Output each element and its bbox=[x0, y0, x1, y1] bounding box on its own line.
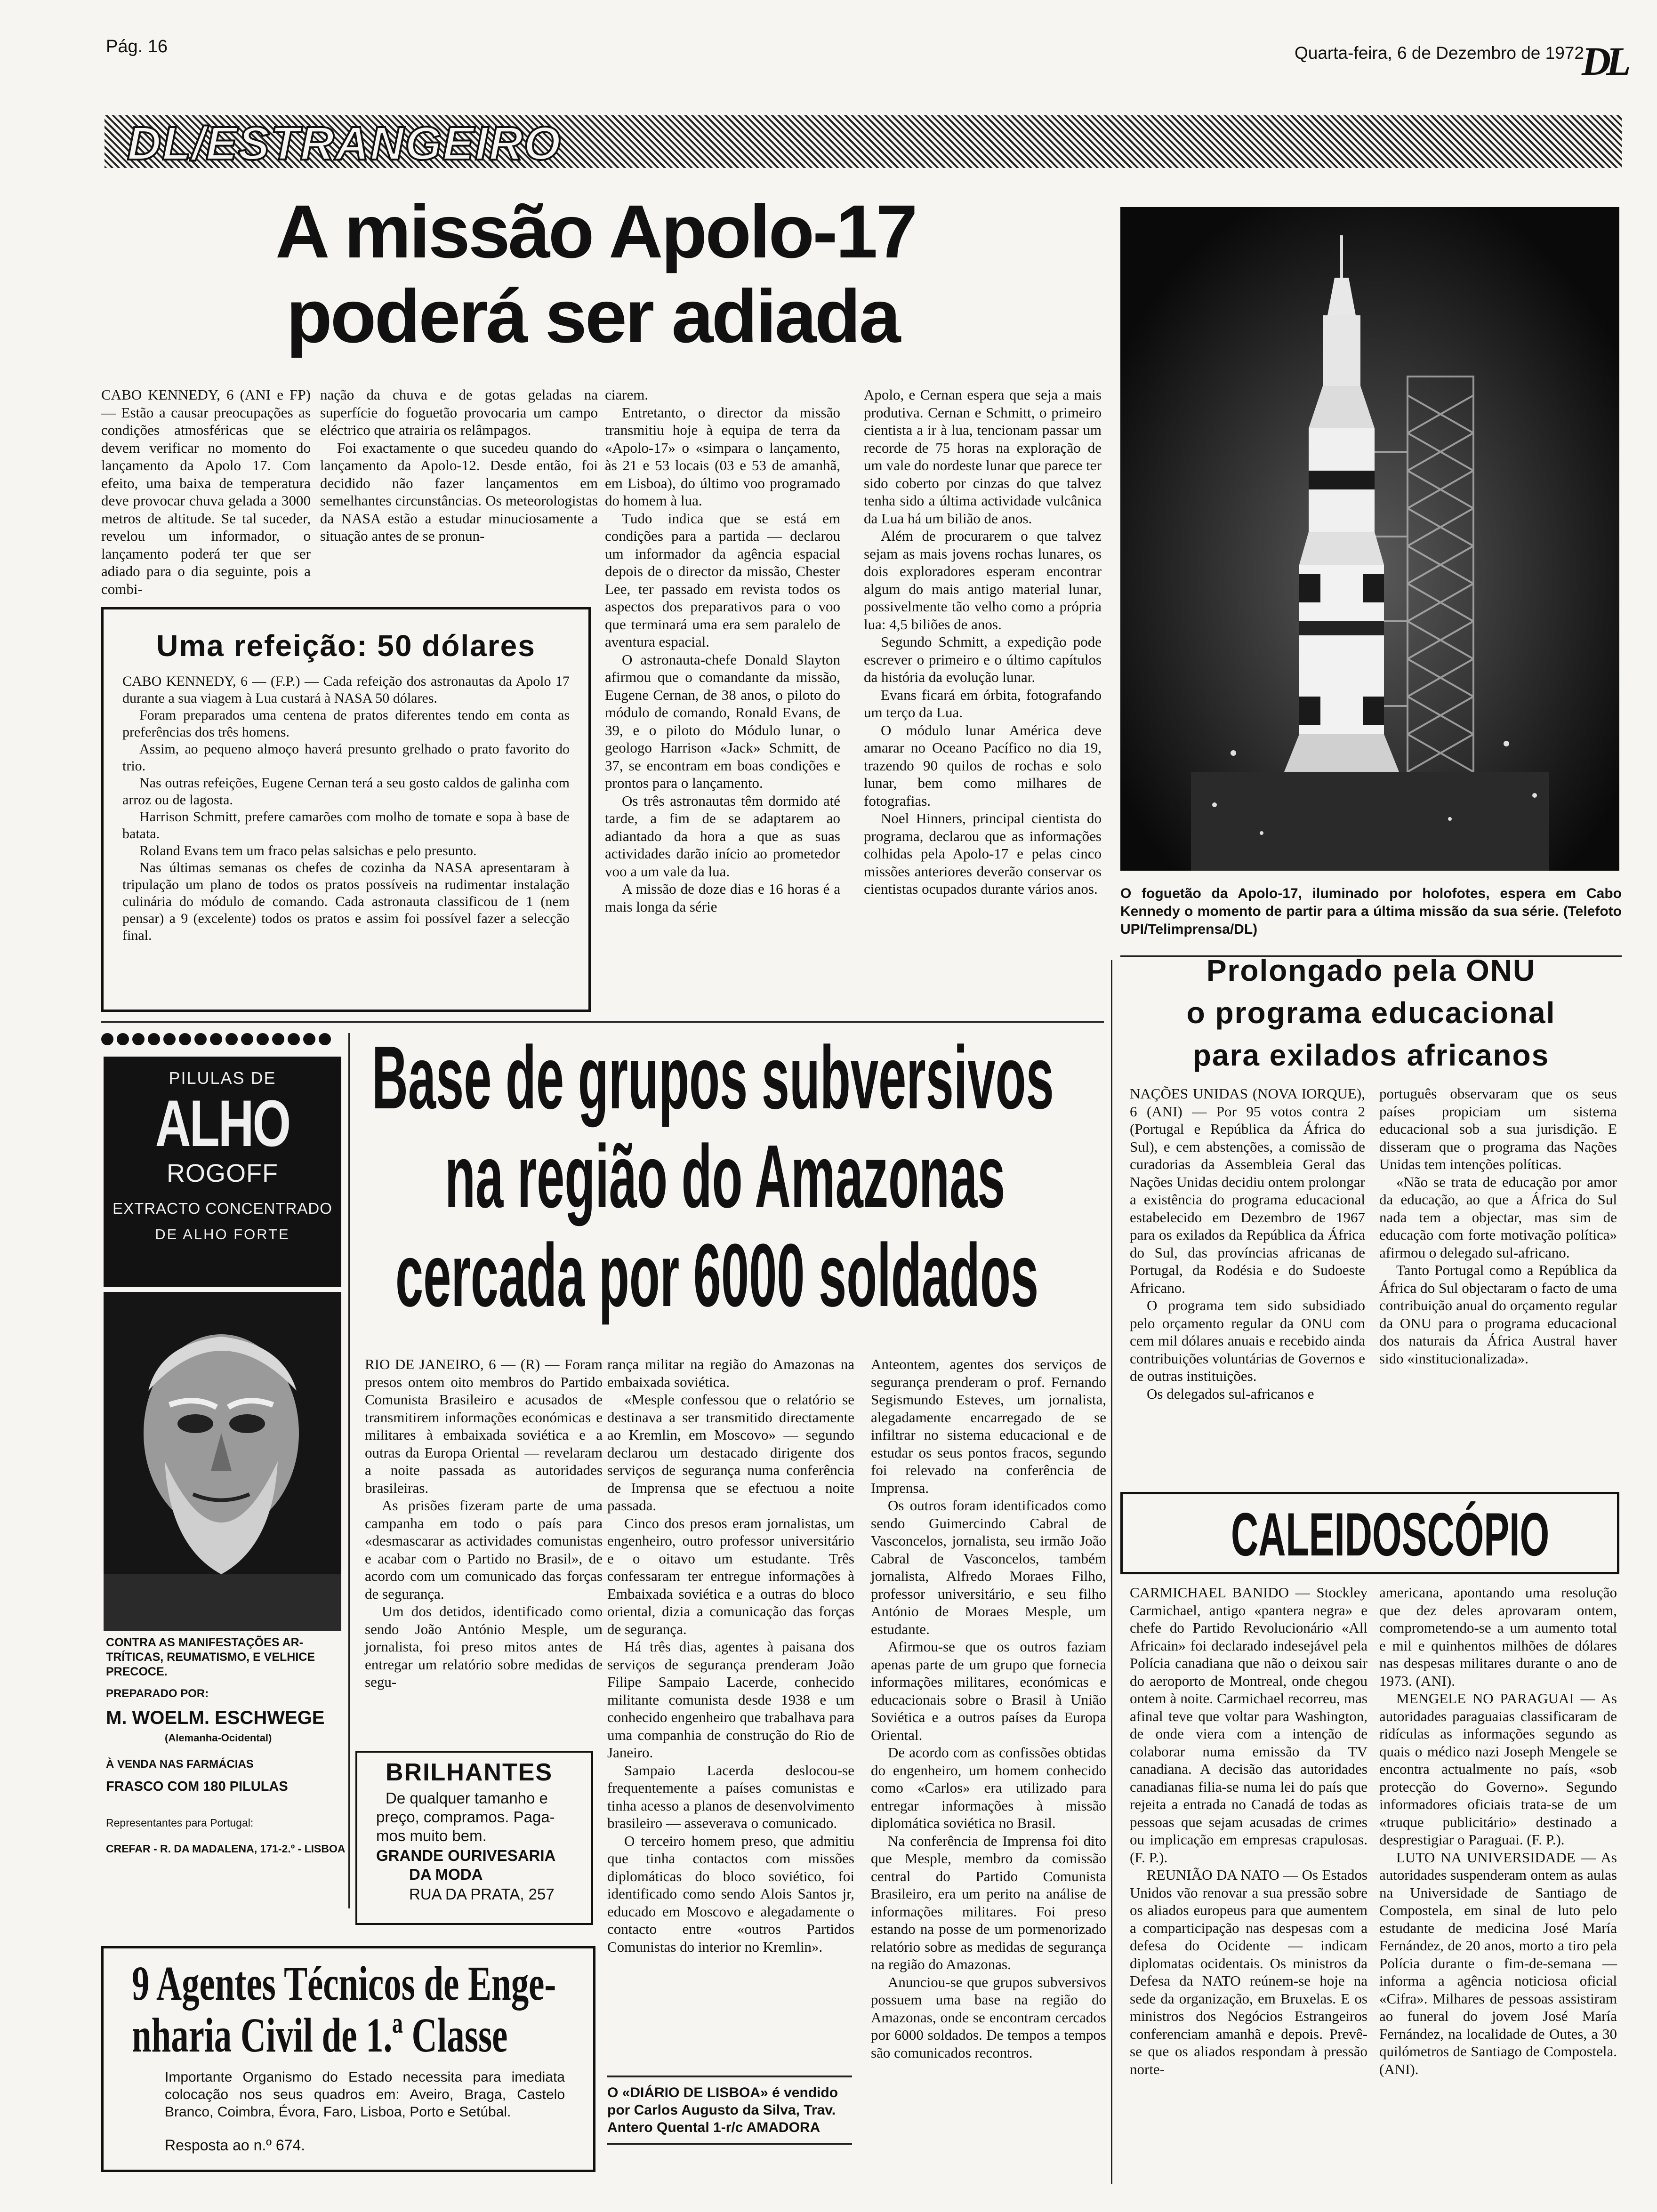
alho-text2: PREPARADO POR: bbox=[106, 1687, 209, 1700]
article-paragraph: ciarem. bbox=[605, 386, 649, 403]
article-paragraph: Cinco dos presos eram jornalistas, um engenheiro, outro professor universitário e o oitavo um estudante. Três confessaram ter entregue informações à Embaixada soviética e a outras do bloco oriental, dizia a comunicação das forças de segurança. bbox=[607, 1515, 854, 1637]
agentes-text: Importante Organismo do Estado necessita para imediata colocação nos seus quadros em: Aveiro, Braga, Castelo Branco, Coimbra, Évora, Faro, Lisboa, Porto e Setúbal. bbox=[165, 2069, 565, 2120]
photo-caption: O foguetão da Apolo-17, iluminado por holofotes, espera em Cabo Kennedy o momento de partir para a última missão da sua série. (Telefoto UPI/Telimprensa/DL) bbox=[1120, 886, 1622, 937]
onu-headline-line2: o programa educacional bbox=[1186, 996, 1556, 1030]
page-date: Quarta-feira, 6 de Dezembro de 1972 bbox=[1295, 43, 1584, 63]
brief-paragraph: LUTO NA UNIVERSIDADE — As autoridades suspenderam ontem as aulas na Universidade de Santiago de Compostela, em sinal de luto pelo estudante de medicina José María Fernández, de 20 anos, morto a tiro pela Polícia durante o fim-de-semana — informa a agência noticiosa oficial «Cifra». Milhares de pessoas assistiram ao funeral do jovem José María Fernández, na localidade de Outes, a 30 quilómetros de Santiago de Compostela. (ANI). bbox=[1379, 1849, 1617, 2077]
alho-text8: CREFAR - R. DA MADALENA, 171-2.º - LISBOA bbox=[106, 1843, 346, 1855]
article-paragraph: NAÇÕES UNIDAS (NOVA IORQUE), 6 (ANI) — Por 95 votos contra 2 (Portugal e República da África do Sul), e cem abstenções, a comissão de curadorias da Assembleia Geral das Nações Unidas decidiu ontem prolongar a existência do programa educacional estabelecido em Dezembro de 1967 para os exilados da República da África do Sul, das províncias africanas de Portugal, da Rodésia e do Sudoeste Africano. bbox=[1130, 1085, 1365, 1296]
article-paragraph: Anteontem, agentes dos serviços de segurança prenderam o prof. Fernando Segismundo Esteves, um jornalista, alegadamente encarregado de se infiltrar no sistema educacional e de estudar os seus pontos fracos, segundo foi relevado na conferência de Imprensa. bbox=[871, 1356, 1106, 1496]
apolo-col3 bbox=[605, 386, 840, 998]
brilhantes-ad bbox=[355, 1751, 593, 1925]
amazonas-col3 bbox=[871, 1355, 1106, 2184]
alho-line3: ROGOFF bbox=[167, 1159, 278, 1187]
article-paragraph: rança militar na região do Amazonas na embaixada soviética. bbox=[607, 1356, 854, 1390]
divider bbox=[101, 1021, 1104, 1023]
onu-col2 bbox=[1379, 1085, 1617, 1443]
alho-line5: DE ALHO FORTE bbox=[155, 1226, 290, 1242]
portrait-illustration bbox=[104, 1292, 341, 1631]
article-paragraph: Tudo indica que se está em condições para a partida — declarou um informador da agência espacial depois de o director da missão, Chester Lee, ter passado em revista todos os aspectos dos preparativos para o voo que terminará uma era sem paralelo de aventura espacial. bbox=[605, 510, 840, 650]
divider bbox=[348, 1033, 350, 1908]
alho-text6: FRASCO COM 180 PILULAS bbox=[106, 1779, 288, 1794]
article-paragraph: «Não se trata de educação por amor da educação, ao que a África do Sul nada tem a objectar, mas sim de educação com forte motivação política» afirmou o delegado sul-africano. bbox=[1379, 1173, 1617, 1261]
alho-ad-panel bbox=[104, 1057, 341, 1287]
amazonas-col2 bbox=[607, 1355, 854, 1986]
onu-col1 bbox=[1130, 1085, 1365, 1443]
article-paragraph: O astronauta-chefe Donald Slayton afirmou que o comandante da missão, Eugene Cernan, de 38 anos, o piloto do módulo de comando, Ronald Evans, de 39, e o piloto do Módulo lunar, o geologo Harrison «Jack» Schmitt, de 37, se encontram em boas condições e prontos para o lançamento. bbox=[605, 651, 840, 791]
article-paragraph: Os delegados sul-africanos e bbox=[1147, 1385, 1314, 1402]
brilhantes-line5: DA MODA bbox=[409, 1866, 483, 1883]
brilhantes-line2: preço, compramos. Paga- bbox=[376, 1808, 555, 1826]
article-paragraph: As prisões fizeram parte de uma campanha em todo o país para «desmascarar as actividades comunistas e acabar com o Partido no Brasil», de acordo com um comunicado das forças de segurança. bbox=[365, 1497, 603, 1602]
brief-paragraph: CARMICHAEL BANIDO — Stockley Carmichael, antigo «pantera negra» e chefe do Partido Revolucionário «All Africain» foi declarado indesejável pela Polícia canadiana que não o deixou sair do aeroporto de Montreal, onde chegou ontem à noite. Carmichael recorreu, mas afinal teve que voltar para Washington, de onde viera com a intenção de colaborar numa emissão da TV canadiana. A decisão das autoridades canadianas filia-se numa lei do país que rejeita a entrada no Canadá de todas as pessoas que sejam acusadas de crimes ou implicação em empresas crapulosas. (F. P.). bbox=[1130, 1584, 1367, 1866]
alho-line1: PILULAS DE bbox=[169, 1068, 276, 1088]
amazonas-headline-line1: Base de grupos subversivos bbox=[372, 1028, 1054, 1128]
onu-headline-line3: para exilados africanos bbox=[1192, 1038, 1550, 1072]
onu-headline-line1: Prolongado pela ONU bbox=[1206, 954, 1536, 987]
article-paragraph: Os outros foram identificados como sendo Guimercindo Cabral de Vasconcelos, jornalista, seu irmão João Cabral de Vasconcelos, também jornalista, Alfredo Moraes Filho, professor universitário, e seu filho António de Moraes Mesple, um estudante. bbox=[871, 1497, 1106, 1637]
alho-line4: EXTRACTO CONCENTRADO bbox=[113, 1200, 332, 1217]
alho-line2: ALHO bbox=[155, 1086, 290, 1160]
caleidoscopio-box bbox=[1120, 1492, 1619, 1574]
amazonas-headline-line2: na região do Amazonas bbox=[445, 1127, 1005, 1226]
ad-dots-top bbox=[101, 1033, 346, 1047]
refeicao-body bbox=[122, 673, 570, 1002]
article-paragraph: Sampaio Lacerda deslocou-se frequentemente a países comunistas e tinha acesso a planos de desenvolvimento brasileiro — asseverava o comunicado. bbox=[607, 1762, 854, 1831]
agentes-title-line2: nharia Civil de 1.ª Classe bbox=[132, 2008, 508, 2062]
article-paragraph: Afirmou-se que os outros faziam apenas parte de um grupo que fornecia informações militares, económicas e educacionais sobre o Brasil à União Soviética e a outros países da Europa Oriental. bbox=[871, 1638, 1106, 1743]
article-paragraph: Foram preparados uma centena de pratos diferentes tendo em conta as preferências dos três homens. bbox=[122, 707, 570, 740]
article-paragraph: Além de procurarem o que talvez sejam as mais jovens rochas lunares, os dois exploradores esperam encontrar algum do mais antigo material lunar, possivelmente tão velho como a própria lua: 4,5 biliões de anos. bbox=[864, 528, 1102, 633]
brilhantes-line1: De qualquer tamanho e bbox=[386, 1789, 548, 1807]
article-paragraph: Roland Evans tem um fraco pelas salsichas e pelo presunto. bbox=[139, 843, 477, 858]
apolo-col1 bbox=[101, 386, 311, 597]
refeicao-box bbox=[101, 607, 591, 1012]
brilhantes-line4: GRANDE OURIVESARIA bbox=[376, 1847, 556, 1864]
article-paragraph: Noel Hinners, principal cientista do programa, declarou que as informações colhidas pela Apolo-17 e pelas cinco missões anteriores deverão conservar os cientistas ocupados durante vários anos. bbox=[864, 810, 1102, 897]
brief-paragraph: americana, apontando uma resolução que dez deles aprovaram ontem, comprometendo-se a um aumento total e mil e quinhentos milhões de dólares nas despesas militares durante o ano de 1973. (ANI). bbox=[1379, 1584, 1617, 1689]
article-paragraph: Na conferência de Imprensa foi dito que Mesple, membro da comissão central do Partido Comunista Brasileiro, era um perito na análise de informações militares. Foi preso estando na posse de um pormenorizado relatório sobre as medidas de segurança na região do Amazonas. bbox=[871, 1832, 1106, 1972]
amazonas-headline-line3: cercada por 6000 soldados bbox=[395, 1226, 1039, 1325]
alho-text5: À VENDA NAS FARMÁCIAS bbox=[106, 1758, 254, 1771]
apolo-headline-line1: A missão Apolo-17 bbox=[275, 189, 916, 273]
article-paragraph: nação da chuva e de gotas geladas na superfície do foguetão provocaria um campo eléctrico que atrairia os relâmpagos. bbox=[320, 386, 598, 438]
agentes-reply: Resposta ao n.º 674. bbox=[165, 2137, 306, 2154]
brilhantes-title: BRILHANTES bbox=[386, 1759, 553, 1786]
article-paragraph: Há três dias, agentes à paisana dos serviços de segurança prenderam João Filipe Sampaio Lacerde, conhecido militante comunista desde 1938 e um conhecido engenheiro que trabalhava para uma companhia de construção do Rio de Janeiro. bbox=[607, 1638, 854, 1761]
article-paragraph: A missão de doze dias e 16 horas é a mais longa da série bbox=[605, 881, 840, 915]
article-paragraph: «Mesple confessou que o relatório se destinava a ser transmitido directamente ao Kremlin, em Moscovo» — segundo declarou um destacado dirigente dos serviços de segurança numa conferência de Imprensa que se efectuou a noite passada. bbox=[607, 1391, 854, 1514]
article-paragraph: português observaram que os seus países propiciam um sistema educacional sob a sua jurisdição. E disseram que o programa das Nações Unidas tem intenções políticas. bbox=[1379, 1085, 1617, 1172]
article-paragraph: Os três astronautas têm dormido até tarde, a fim de se adaptarem ao adiantado da hora a que as suas actividades darão início ao prometedor voo a um vale da lua. bbox=[605, 792, 840, 880]
article-paragraph: Nas outras refeições, Eugene Cernan terá a seu gosto caldos de galinha com arroz ou de lagosta. bbox=[122, 775, 570, 808]
apolo-col4 bbox=[864, 386, 1102, 998]
article-paragraph: RIO DE JANEIRO, 6 — (R) — Foram presos ontem oito membros do Partido Comunista Brasileiro e acusados de transmitirem informações económicas e militares à embaixada soviética e a outras da Europa Oriental — revelaram a noite passada as autoridades brasileiras. bbox=[365, 1356, 603, 1496]
article-paragraph: Segundo Schmitt, a expedição pode escrever o primeiro e o último capítulos da história da evolução lunar. bbox=[864, 633, 1102, 685]
article-paragraph: O programa tem sido subsidiado pelo orçamento regular da ONU com cem mil dólares anuais e recebido ainda contribuições voluntárias de Governos e de outras instituições. bbox=[1130, 1297, 1365, 1384]
newspaper-logo: DL bbox=[1582, 39, 1626, 84]
brilhantes-line6: RUA DA PRATA, 257 bbox=[409, 1885, 555, 1903]
divider bbox=[1111, 960, 1112, 2184]
amazonas-col1 bbox=[365, 1355, 603, 1723]
article-paragraph: Nas últimas semanas os chefes de cozinha da NASA apresentaram à tripulação um plano de todos os pratos possíveis na rudimentar instalação culinária do módulo de comando. Cada astronauta classificou de 1 (nem pensar) a 9 (excelente) todos os pratos e assim foi possível fazer a selecção final. bbox=[122, 860, 570, 943]
article-paragraph: Um dos detidos, identificado como sendo João António Mesple, um jornalista, foi preso mitos antes de entregar um relatório sobre medidas de segu- bbox=[365, 1603, 603, 1690]
caleidoscopio-col1 bbox=[1130, 1584, 1367, 2196]
section-banner-label: DL/ESTRANGEIRO bbox=[127, 117, 562, 170]
article-paragraph: O terceiro homem preso, que admitiu que tinha contactos com missões diplomáticas do bloco soviético, foi identificado como sendo Alois Santos jr, educado em Moscovo e alegadamente o contacto entre «outros Partidos Comunistas do interior no Kremlin». bbox=[607, 1832, 854, 1955]
brilhantes-line3: mos muito bem. bbox=[376, 1827, 487, 1844]
article-paragraph: Entretanto, o director da missão transmitiu hoje à equipa de terra da «Apolo-17» o «simpara o lançamento, às 21 e 53 locais (03 e 53 de amanhã, em Lisboa), do último voo programado do homem à lua. bbox=[605, 404, 840, 509]
article-paragraph: De acordo com as confissões obtidas do engenheiro, um homem conhecido como «Carlos» era utilizado para entregar informações à missão diplomática soviética no Brasil. bbox=[871, 1744, 1106, 1831]
brief-paragraph: MENGELE NO PARAGUAI — As autoridades paraguaias classificaram de ridículas as informações segundo as quais o médico nazi Joseph Mengele se encontra actualmente no país, «sob protecção do Governo». Segundo informadores oficiais trata-se de um «truque publicitário» destinado a desprestigiar o Paraguai. (F. P.). bbox=[1379, 1690, 1617, 1848]
diario-notice: O «DIÁRIO DE LISBOA» é vendido por Carlos Augusto da Silva, Trav. Antero Quental 1-r/c AMADORA bbox=[607, 2076, 852, 2145]
agentes-title-line1: 9 Agentes Técnicos de Enge- bbox=[132, 1956, 556, 2011]
article-paragraph: O módulo lunar América deve amarar no Oceano Pacífico no dia 19, trazendo 90 quilos de rochas e solo lunar, bem como milhares de fotografias. bbox=[864, 721, 1102, 809]
brief-paragraph: REUNIÃO DA NATO — Os Estados Unidos vão renovar a sua pressão sobre os aliados europeus para que aumentem a comparticipação nas despesas com a defesa do Ocidente — indicam diplomatas ocidentais. Os ministros da Defesa da NATO reúnem-se hoje na sede da organização, em Bruxelas. E os ministros dos Negócios Estrangeiros conferenciam amanhã e depois. Prevê-se que os aliados respondam à pressão norte- bbox=[1130, 1867, 1367, 2077]
agentes-ad bbox=[101, 1946, 595, 2172]
apollo-rocket-photo bbox=[1120, 207, 1619, 871]
article-paragraph: CABO KENNEDY, 6 — (F.P.) — Cada refeição dos astronautas da Apolo 17 durante a sua viagem à Lua custará à NASA 50 dólares. bbox=[122, 673, 570, 706]
apolo-headline-line2: poderá ser adiada bbox=[286, 274, 899, 358]
alho-text4: (Alemanha-Ocidental) bbox=[165, 1732, 272, 1744]
article-paragraph: Tanto Portugal como a República da África do Sul objectaram o facto de uma contribuição anual do orçamento regular da ONU para o programa educacional dos naturais da África Austral haver sido «institucionalizada». bbox=[1379, 1262, 1617, 1367]
article-paragraph: Harrison Schmitt, prefere camarões com molho de tomate e sopa à base de batata. bbox=[122, 809, 570, 842]
apolo-col2 bbox=[320, 386, 598, 586]
article-paragraph: Assim, ao pequeno almoço haverá presunto grelhado o prato favorito do trio. bbox=[122, 741, 570, 774]
caleidoscopio-title: CALEIDOSCÓPIO bbox=[1231, 1500, 1550, 1569]
alho-text7: Representantes para Portugal: bbox=[106, 1817, 254, 1829]
alho-text1: CONTRA AS MANIFESTAÇÕES AR-TRÍTICAS, REUMATISMO, E VELHICE PRECOCE. bbox=[106, 1636, 315, 1678]
caleidoscopio-col2 bbox=[1379, 1584, 1617, 2196]
article-paragraph: CABO KENNEDY, 6 (ANI e FP) — Estão a causar preocupações as condições atmosféricas que se devem verificar no momento do lançamento da Apolo 17. Com efeito, uma baixa de temperatura deve provocar chuva gelada a 3000 metros de altitude. Se tal suceder, revelou um informador, o lançamento poderá ter que ser adiado para o dia seguinte, pois a combi- bbox=[101, 386, 311, 597]
alho-text3: M. WOELM. ESCHWEGE bbox=[106, 1707, 325, 1728]
page-number: Pág. 16 bbox=[106, 37, 168, 56]
article-paragraph: Foi exactamente o que sucedeu quando do lançamento da Apolo-12. Desde então, foi decidido não fazer lançamentos em semelhantes circunstâncias. Os meteorologistas da NASA estão a estudar minuciosamente a situação antes de se pronun- bbox=[320, 439, 598, 544]
elderly-man-photo bbox=[104, 1292, 341, 1631]
article-paragraph: Evans ficará em órbita, fotografando um terço da Lua. bbox=[864, 686, 1102, 721]
refeicao-title: Uma refeição: 50 dólares bbox=[156, 629, 536, 663]
article-paragraph: Anunciou-se que grupos subversivos possuem uma base na região do Amazonas, onde se encontram cercados por 6000 soldados. De tempos a tempos são comunicados recontros. bbox=[871, 1973, 1106, 2061]
article-paragraph: Apolo, e Cernan espera que seja a mais produtiva. Cernan e Schmitt, o primeiro cientista a ir à lua, tencionam passar um recorde de 75 horas na exploração de um vale do nordeste lunar que parece ter sido coberto por cinzas do que talvez tenha sido a última actividade vulcânica da Lua há um bilião de anos. bbox=[864, 386, 1102, 527]
rocket-illustration bbox=[1120, 207, 1619, 871]
